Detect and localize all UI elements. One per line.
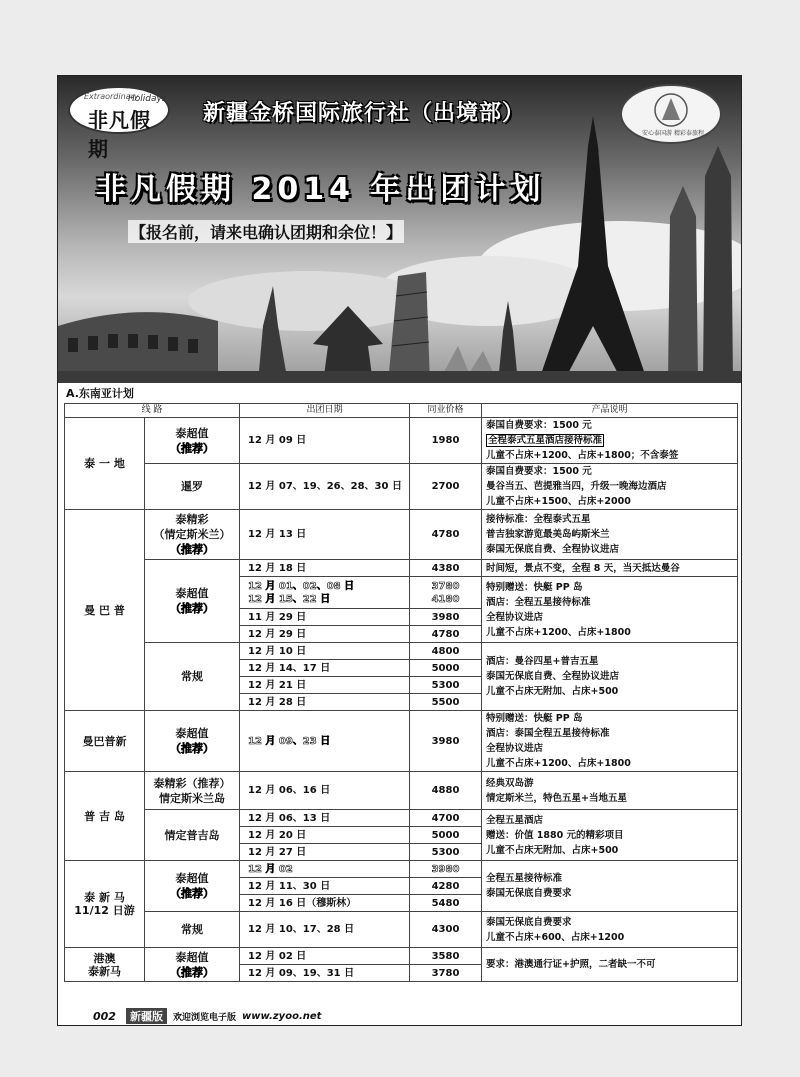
table-header-row: [65, 404, 738, 418]
partner-seal: [620, 84, 722, 144]
route-cell: 曼巴普新: [65, 711, 145, 772]
price-cell: 3980: [410, 861, 482, 878]
banner: [58, 76, 741, 383]
table-row: [65, 560, 738, 577]
price-cell: 5500: [410, 694, 482, 711]
table-row: [65, 948, 738, 965]
desc-cell: 经典双岛游 情定斯米兰，特色五星+当地五星: [482, 772, 738, 810]
product-type-cell: 暹罗: [145, 464, 240, 510]
price-cell: 4700: [410, 810, 482, 827]
desc-cell: 泰国自费要求：1500 元 曼谷当五、芭提雅当四，升级一晚海边酒店 儿童不占床+1500、占床+2000: [482, 464, 738, 510]
page-headline: 非凡假期 2014 年出团计划: [96, 172, 546, 207]
desc-cell: 要求：港澳通行证+护照，二者缺一不可: [482, 948, 738, 982]
product-type-cell: 情定普吉岛: [145, 810, 240, 861]
desc-cell: 酒店：曼谷四星+普吉五星 泰国无保底自费、全程协议进店 儿童不占床无附加、占床+500: [482, 643, 738, 711]
product-type-cell: 泰精彩（推荐） 情定斯米兰岛: [145, 772, 240, 810]
date-cell: 12 月 02 日: [240, 948, 410, 965]
date-cell: 12 月 10、17、28 日: [240, 912, 410, 948]
price-cell: 4300: [410, 912, 482, 948]
date-cell: 12 月 16 日（穆斯林）: [240, 895, 410, 912]
table-row: [65, 464, 738, 510]
price-cell: 5300: [410, 844, 482, 861]
price-cell: 5000: [410, 660, 482, 677]
product-type-cell: 常规: [145, 912, 240, 948]
desc-cell: 全程五星酒店 赠送：价值 1880 元的精彩项目 儿童不占床无附加、占床+500: [482, 810, 738, 861]
company-name: 新疆金桥国际旅行社（出境部）: [203, 101, 526, 126]
price-cell: 5300: [410, 677, 482, 694]
route-cell: 泰 新 马 11/12 日游: [65, 861, 145, 948]
date-cell: 12 月 06、16 日: [240, 772, 410, 810]
price-cell: 4780: [410, 626, 482, 643]
date-cell: 12 月 02: [240, 861, 410, 878]
section-title: A.东南亚计划: [66, 387, 134, 400]
price-cell: 4280: [410, 878, 482, 895]
desc-cell: 泰国自费要求：1500 元 全程泰式五星酒店接待标准 儿童不占床+1200、占床+1800；不含泰签: [482, 418, 738, 464]
edition-badge: 新疆版: [126, 1008, 167, 1024]
route-cell: 泰 一 地: [65, 418, 145, 510]
desc-cell: 泰国无保底自费要求 儿童不占床+600、占床+1200: [482, 912, 738, 948]
logo-script-text: Extraordinary: [84, 92, 139, 101]
booking-notice: 【报名前，请来电确认团期和余位！】: [128, 220, 404, 243]
header-desc: 产品说明: [482, 404, 738, 418]
table-row: [65, 912, 738, 948]
desc-cell: 接待标准：全程泰式五星 普吉独家游览最美岛屿斯米兰 泰国无保底自费、全程协议进店: [482, 510, 738, 560]
product-type-cell: 泰精彩 （情定斯米兰） （推荐）: [145, 510, 240, 560]
desc-cell: 特别赠送：快艇 PP 岛 酒店：泰国全程五星接待标准 全程协议进店 儿童不占床+1200、占床+1800: [482, 711, 738, 772]
header-price: 同业价格: [410, 404, 482, 418]
table-row: [65, 711, 738, 772]
date-cell: 12 月 20 日: [240, 827, 410, 844]
logo-holidays-text: Holidays: [128, 94, 167, 104]
product-type-cell: 泰超值 （推荐）: [145, 711, 240, 772]
date-cell: 12 月 10 日: [240, 643, 410, 660]
price-cell: 5480: [410, 895, 482, 912]
route-cell: 曼 巴 普: [65, 510, 145, 711]
table-row: [65, 510, 738, 560]
desc-cell: 全程五星接待标准 泰国无保底自费要求: [482, 861, 738, 912]
price-cell: 2700: [410, 464, 482, 510]
route-cell: 港澳 泰新马: [65, 948, 145, 982]
date-cell: 12 月 07、19、26、28、30 日: [240, 464, 410, 510]
date-cell: 12 月 01、02、08 日 12 月 15、22 日: [240, 577, 410, 609]
route-cell: 普 吉 岛: [65, 772, 145, 861]
table-row: [65, 418, 738, 464]
date-cell: 12 月 06、13 日: [240, 810, 410, 827]
price-cell: 3580: [410, 948, 482, 965]
price-cell: 4880: [410, 772, 482, 810]
date-cell: 12 月 13 日: [240, 510, 410, 560]
price-cell: 3980: [410, 609, 482, 626]
date-cell: 12 月 14、17 日: [240, 660, 410, 677]
price-cell: 3980: [410, 711, 482, 772]
price-cell: 3780: [410, 965, 482, 982]
date-cell: 12 月 27 日: [240, 844, 410, 861]
date-cell: 12 月 09、19、31 日: [240, 965, 410, 982]
price-cell: 4780: [410, 510, 482, 560]
seal-caption: 安心泰国游 精彩泰旅程: [642, 130, 704, 137]
price-cell: 4380: [410, 560, 482, 577]
date-cell: 12 月 18 日: [240, 560, 410, 577]
logo-main-text: 非凡假期: [88, 108, 151, 161]
date-cell: 12 月 09、23 日: [240, 711, 410, 772]
price-cell: 1980: [410, 418, 482, 464]
price-cell: 3780 4180: [410, 577, 482, 609]
desc-cell: 特别赠送：快艇 PP 岛 酒店：全程五星接待标准 全程协议进店 儿童不占床+1200、占床+1800: [482, 577, 738, 643]
table-row: [65, 810, 738, 827]
product-type-cell: 泰超值 （推荐）: [145, 560, 240, 643]
page-footer: [93, 1009, 321, 1023]
date-cell: 12 月 11、30 日: [240, 878, 410, 895]
product-type-cell: 泰超值 （推荐）: [145, 861, 240, 912]
table-row: [65, 861, 738, 878]
product-type-cell: 泰超值 （推荐）: [145, 418, 240, 464]
table-row: [65, 643, 738, 660]
desc-cell: 时间短，景点不变，全程 8 天，当天抵达曼谷: [482, 560, 738, 577]
header-date: 出团日期: [240, 404, 410, 418]
header-route: 线 路: [65, 404, 240, 418]
page-number: 002: [93, 1009, 116, 1023]
product-type-cell: 常规: [145, 643, 240, 711]
date-cell: 12 月 09 日: [240, 418, 410, 464]
date-cell: 12 月 29 日: [240, 626, 410, 643]
date-cell: 12 月 28 日: [240, 694, 410, 711]
tour-schedule-table: [64, 403, 738, 982]
footer-text: 欢迎浏览电子版: [172, 1012, 236, 1023]
date-cell: 12 月 21 日: [240, 677, 410, 694]
date-cell: 11 月 29 日: [240, 609, 410, 626]
price-cell: 4800: [410, 643, 482, 660]
table-row: [65, 772, 738, 810]
brochure-page: [57, 75, 742, 1026]
website-link[interactable]: www.zyoo.net: [241, 1010, 322, 1022]
price-cell: 5000: [410, 827, 482, 844]
product-type-cell: 泰超值 （推荐）: [145, 948, 240, 982]
company-logo: [68, 86, 170, 161]
